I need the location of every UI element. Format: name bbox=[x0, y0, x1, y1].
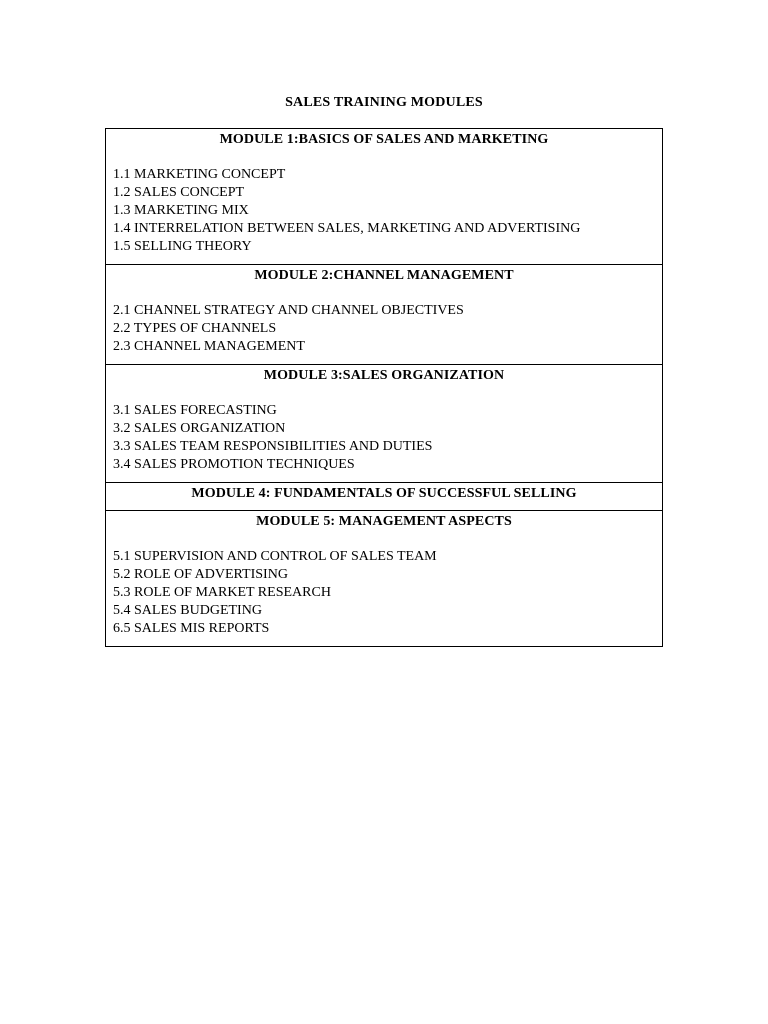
module-item: 5.4 SALES BUDGETING bbox=[113, 603, 262, 618]
module-item-list bbox=[113, 302, 655, 356]
module-item: 2.3 CHANNEL MANAGEMENT bbox=[113, 339, 305, 354]
document-title: SALES TRAINING MODULES bbox=[285, 95, 483, 110]
module-item: 3.4 SALES PROMOTION TECHNIQUES bbox=[113, 457, 355, 472]
module-section-4 bbox=[106, 482, 662, 510]
module-item: 1.5 SELLING THEORY bbox=[113, 239, 252, 254]
module-heading: MODULE 5: MANAGEMENT ASPECTS bbox=[256, 514, 512, 529]
module-heading: MODULE 3:SALES ORGANIZATION bbox=[263, 368, 505, 383]
module-item: 3.3 SALES TEAM RESPONSIBILITIES AND DUTIES bbox=[113, 439, 433, 454]
module-heading: MODULE 4: FUNDAMENTALS OF SUCCESSFUL SELLING bbox=[191, 486, 577, 501]
module-item: 3.1 SALES FORECASTING bbox=[113, 403, 277, 418]
module-item-list bbox=[113, 166, 655, 256]
module-section-3 bbox=[106, 364, 662, 482]
module-item: 2.2 TYPES OF CHANNELS bbox=[113, 321, 277, 336]
module-item: 1.1 MARKETING CONCEPT bbox=[113, 167, 286, 182]
module-item-list bbox=[113, 402, 655, 474]
module-heading: MODULE 1:BASICS OF SALES AND MARKETING bbox=[219, 132, 549, 147]
modules-table bbox=[105, 128, 663, 647]
module-item: 1.3 MARKETING MIX bbox=[113, 203, 249, 218]
module-item: 6.5 SALES MIS REPORTS bbox=[113, 621, 270, 636]
module-section-5 bbox=[106, 510, 662, 646]
module-section-1 bbox=[106, 129, 662, 264]
module-section-2 bbox=[106, 264, 662, 364]
module-heading: MODULE 2:CHANNEL MANAGEMENT bbox=[254, 268, 514, 283]
module-item-list bbox=[113, 548, 655, 638]
module-item: 5.1 SUPERVISION AND CONTROL OF SALES TEAM bbox=[113, 549, 437, 564]
module-item: 1.2 SALES CONCEPT bbox=[113, 185, 245, 200]
module-item: 2.1 CHANNEL STRATEGY AND CHANNEL OBJECTIVES bbox=[113, 303, 464, 318]
module-item: 5.2 ROLE OF ADVERTISING bbox=[113, 567, 288, 582]
module-item: 1.4 INTERRELATION BETWEEN SALES, MARKETING AND ADVERTISING bbox=[113, 221, 581, 236]
module-item: 3.2 SALES ORGANIZATION bbox=[113, 421, 286, 436]
module-item: 5.3 ROLE OF MARKET RESEARCH bbox=[113, 585, 331, 600]
